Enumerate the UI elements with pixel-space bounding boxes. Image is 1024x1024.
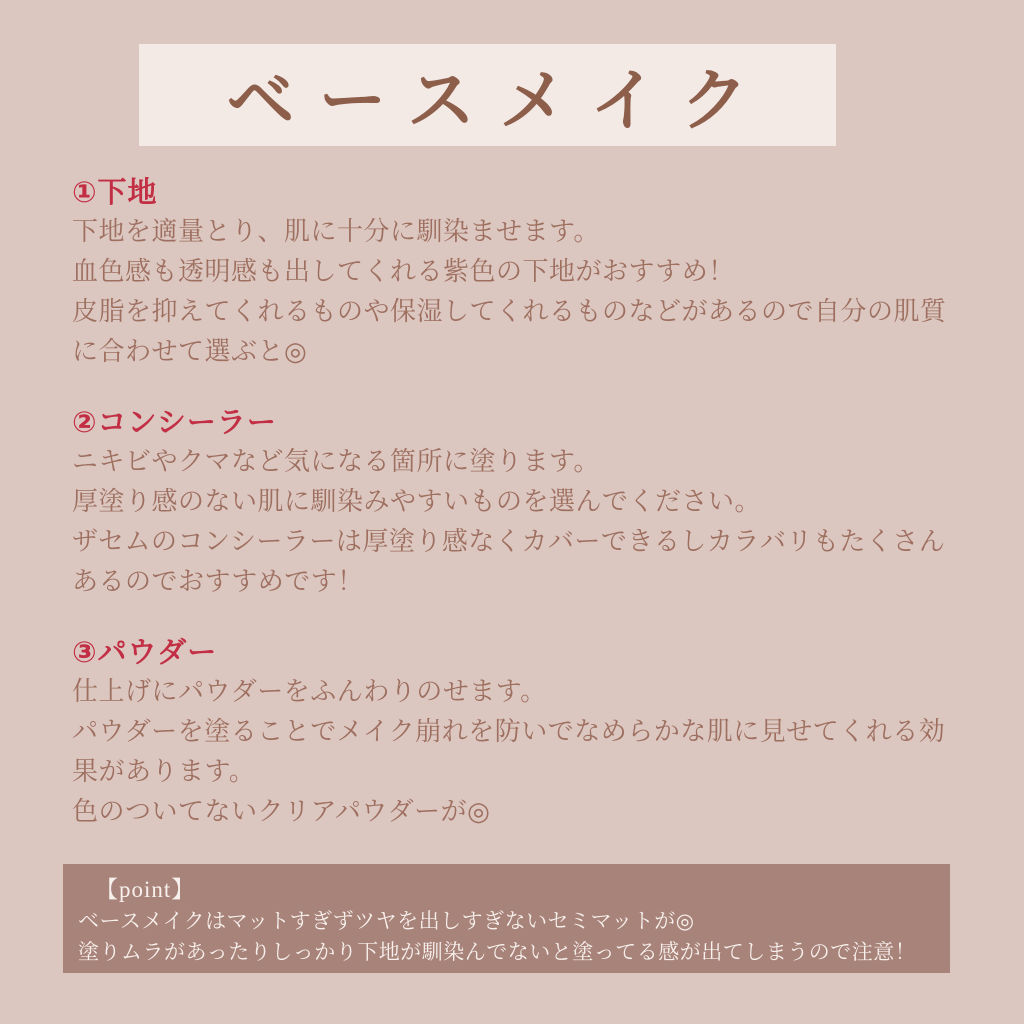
point-line: 塗りムラがあったりしっかり下地が馴染んでないと塗ってる感が出てしまうので注意！: [78, 940, 917, 964]
section-heading-base: ①下地: [72, 175, 158, 209]
section-concealer: [72, 402, 962, 602]
section-line: 果があります。: [72, 757, 256, 787]
section-powder: [72, 632, 962, 832]
section-line: 厚塗り感のない肌に馴染みやすいものを選んでください。: [72, 487, 762, 517]
section-line: ニキビやクマなど気になる箇所に塗ります。: [72, 447, 600, 477]
section-base: [72, 172, 962, 372]
title-banner: [139, 44, 836, 146]
section-line: 血色感も透明感も出してくれる紫色の下地がおすすめ！: [72, 257, 735, 287]
section-line: 下地を適量とり、肌に十分に馴染ませます。: [72, 217, 600, 247]
point-line: ベースメイクはマットすぎずツヤを出しすぎないセミマットが◎: [78, 909, 695, 933]
section-line: 皮脂を抑えてくれるものや保湿してくれるものなどがあるので自分の肌質: [72, 297, 947, 327]
section-line: ザセムのコンシーラーは厚塗り感なくカバーできるしカラバリもたくさん: [72, 527, 946, 557]
section-line: 仕上げにパウダーをふんわりのせます。: [72, 677, 547, 707]
section-line: に合わせて選ぶと◎: [72, 337, 308, 367]
section-heading-powder: ③パウダー: [72, 635, 218, 669]
page-title: ベースメイク: [226, 61, 773, 141]
point-box: [63, 864, 950, 973]
section-line: あるのでおすすめです！: [72, 567, 364, 597]
section-heading-concealer: ②コンシーラー: [72, 405, 277, 439]
point-heading: 【point】: [95, 877, 196, 902]
section-line: 色のついてないクリアパウダーが◎: [72, 797, 491, 827]
section-line: パウダーを塗ることでメイク崩れを防いでなめらかな肌に見せてくれる効: [72, 717, 946, 747]
